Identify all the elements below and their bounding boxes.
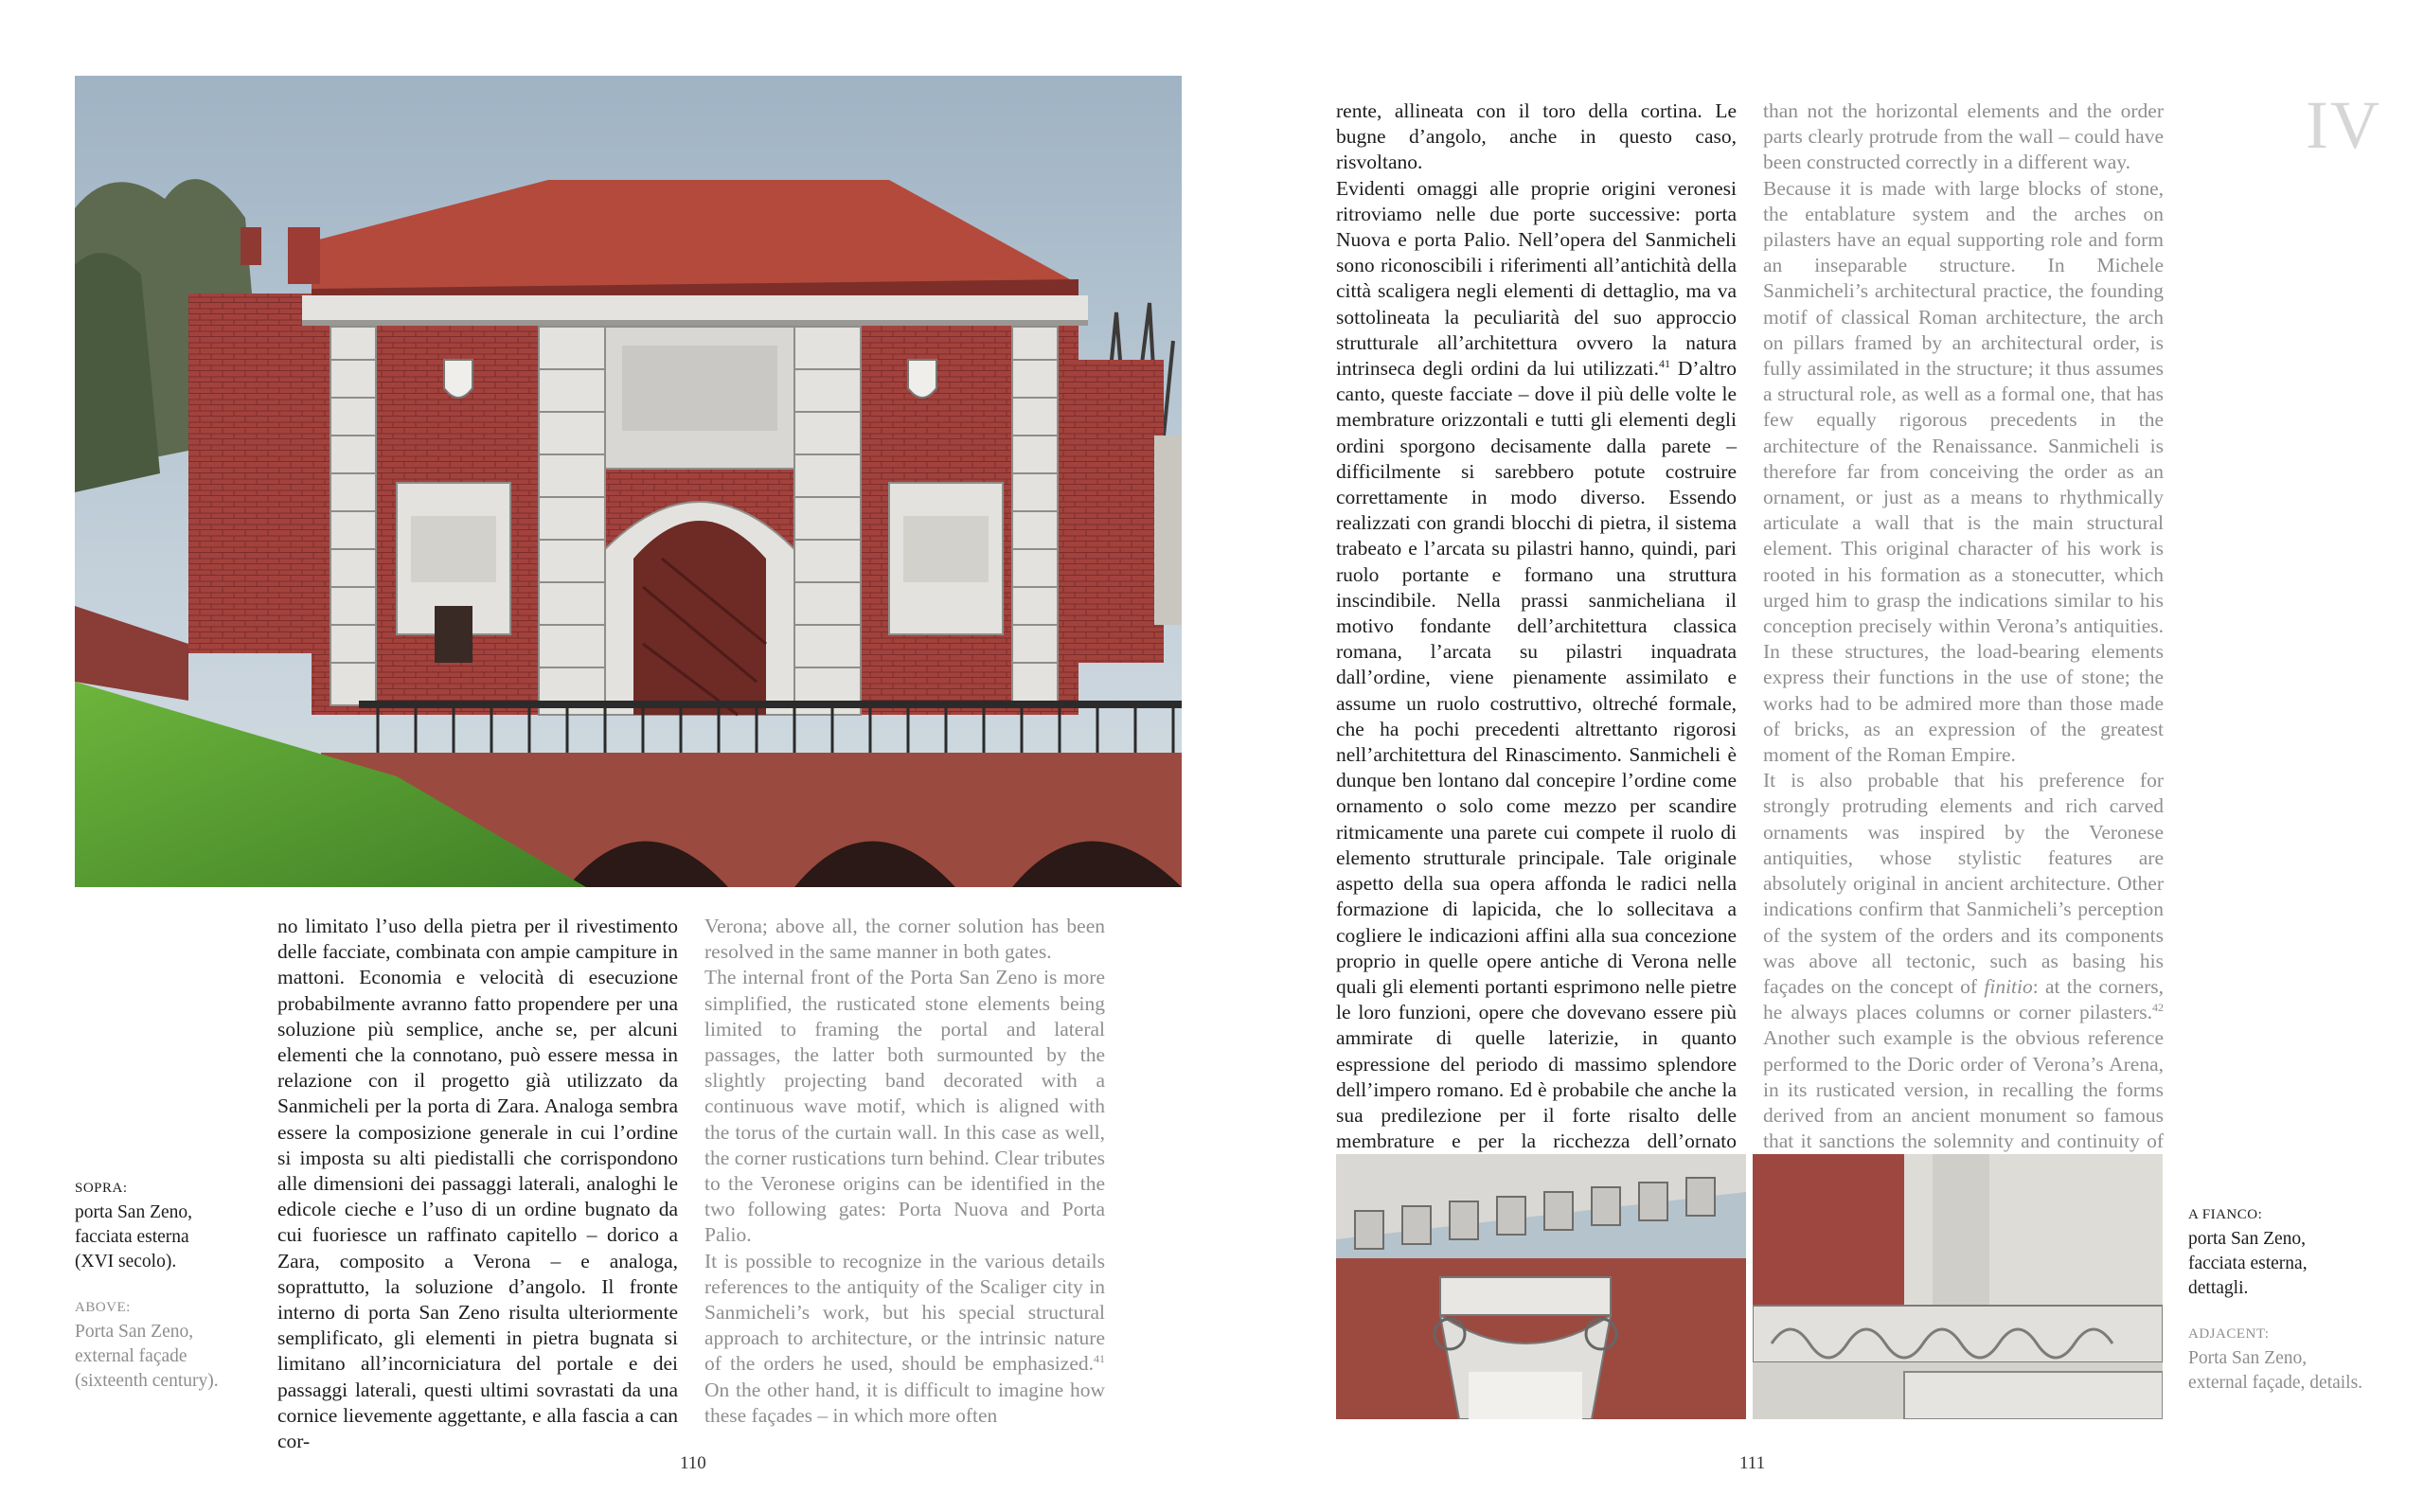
- caption-label-it: A FIANCO:: [2188, 1207, 2263, 1222]
- porta-san-zeno-photo: [75, 76, 1182, 887]
- paragraph: than not the horizontal elements and the order parts clearly protrude from the wall – could have been constructed correctly in a different way.: [1763, 99, 2164, 174]
- right-italian-column: [1336, 98, 1737, 1232]
- paragraph: It is possible to recognize in the various details references to the antiquity of the Scaliger city in Sanmicheli’s work, but his special structural approach to architecture, or the intrinsic nature of the orders he used, should be emphasized.$^{41}$ On the other hand, it is difficult to imagine how these façades – in which more often: [704, 1249, 1105, 1427]
- caption-line: facciata esterna,: [2188, 1254, 2308, 1273]
- paragraph: rente, allineata con il toro della cortina. Le bugne d’angolo, anche in questo caso, risvoltano.: [1336, 99, 1737, 174]
- paragraph: It is also probable that his preference for strongly protruding elements and rich carved ornaments was inspired by the Veronese antiquities, whose stylistic features are absolutely original in ancient architecture. Other indications confirm that Sanmicheli’s perception of the system of the orders and its components was above all tectonic, such as basing his façades on the concept of finitio: at the corners, he always places columns or corner pilasters.$^{42}$ Another such example is the obvious reference performed to the Doric order of Verona’s Arena, in its rusticated version, in recalling the forms derived from an ancient monument so famous that it sanctions the solemnity and continuity of: [1763, 769, 2164, 1153]
- paragraph: no limitato l’uso della pietra per il rivestimento delle facciate, combinata con ampie campiture in mattoni. Economia e velocità di esecuzione probabilmente avranno fatto propendere per una soluzione più semplice, anche se, per alcuni elementi che la connotano, può essere messa in relazione con il progetto già utilizzato da Sanmicheli per la porta di Zara. Analoga sembra essere la composizione generale in cui l’ordine si imposta su alti piedistalli che corrispondono alle dimensioni dei passaggi laterali, analoghi le edicole cieche e l’uso di un ordine bugnato da cui fuoriesce un raffinato capitello – dorico a Zara, composito a Verona – e analoga, soprattutto, la soluzione d’angolo. Il fronte interno di porta San Zeno risulta ulteriormente semplificato, gli elementi in pietra bugnata si limitano all’incorniciatura del portale e dei passaggi laterali, questi ultimi sovrastati da una cornice lievemente aggettante, e alla fascia a can cor-: [277, 915, 678, 1453]
- caption-line: Porta San Zeno,: [2188, 1348, 2308, 1368]
- left-italian-column: [277, 914, 678, 1454]
- caption-line: (sixteenth century).: [75, 1371, 219, 1391]
- footnote-ref: 41: [1659, 356, 1670, 370]
- caption-label-en: ADJACENT:: [2188, 1326, 2270, 1342]
- caption-label-en: ABOVE:: [75, 1300, 131, 1315]
- chapter-numeral: IV: [2306, 87, 2381, 163]
- footnote-ref: 41: [1094, 1352, 1105, 1366]
- caption-label-it: SOPRA:: [75, 1181, 128, 1196]
- page-number-left: 110: [680, 1453, 706, 1473]
- caption-line: facciata esterna: [75, 1227, 189, 1247]
- caption-line: external façade: [75, 1346, 187, 1366]
- paragraph: The internal front of the Porta San Zeno is more simplified, the rusticated stone elements being limited to framing the portal and lateral passages, the latter both surmounted by the slightly projecting band decorated with a continuous wave motif, which is aligned with the torus of the curtain wall. In this case as well, the corner rustications turn behind. Clear tributes to the Veronese origins can be identified in the two following gates: Porta Nuova and Porta Palio.: [704, 966, 1105, 1247]
- caption-adjacent: [2188, 1202, 2406, 1396]
- footnote-ref: 42: [2152, 1000, 2164, 1014]
- paragraph: Evidenti omaggi alle proprie origini veronesi ritroviamo nelle due porte successive: porta Nuova e porta Palio. Nell’opera del Sanmicheli sono riconoscibili i riferimenti all’antichità della città scaligera negli elementi di dettaglio, ma va sottolineata la peculiarità del suo approccio strutturale all’architettura ovvero la natura intrinseca degli ordini da lui utilizzati.$^{41}$ D’altro canto, queste facciate – dove il più delle volte le membrature orizzontali e tutti gli elementi degli ordini sporgono decisamente dalla parete – difficilmente si sarebbero potute costruire correttamente in modo diverso. Essendo realizzati con grandi blocchi di pietra, il sistema trabeato e l’arcata su pilastri hanno, quindi, pari ruolo portante e formano una struttura inscindibile. Nella prassi sanmicheliana il motivo fondante dell’architettura classica romana, l’arcata su pilastri inquadrata dall’ordine, viene pienamente assimilato e assume un ruolo costruttivo, oltreché formale, che ha pochi precedenti altrettanto rigorosi nell’architettura del Rinascimento. Sanmicheli è dunque ben lontano dal concepire l’ordine come ornamento o solo come mezzo per scandire ritmicamente una parete cui compete il ruolo di elemento strutturale principale. Tale originale aspetto della sua opera affonda le radici nella formazione di lapicida, che lo sollecitava a cogliere le indicazioni affini alla sua concezione proprio in quelle opere antiche di Verona nelle quali gli elementi portanti esprimono nelle pietre le loro funzioni, opere che dovevano essere più ammirate di quelle laterizie, in quanto espressione del periodo di massimo splendore dell’impero romano. Ed è probabile che anche la sua predilezione per il forte risalto delle membrature e per la ricchezza dell’ornato: [1336, 176, 1737, 1153]
- caption-above: [75, 1176, 264, 1394]
- detail-photo-capital: [1336, 1154, 1746, 1419]
- caption-line: (XVI secolo).: [75, 1252, 177, 1272]
- caption-line: Porta San Zeno,: [75, 1322, 194, 1342]
- caption-line: dettagli.: [2188, 1278, 2249, 1298]
- paragraph: Verona; above all, the corner solution has been resolved in the same manner in both gates.: [704, 915, 1105, 964]
- caption-line: porta San Zeno,: [2188, 1229, 2307, 1249]
- paragraph: Because it is made with large blocks of stone, the entablature system and the arches on pilasters have an equal supporting role and form an inseparable structure. In Michele Sanmicheli’s architectural practice, the founding motif of classical Roman architecture, the arch on pillars framed by an architectural order, is fully assimilated in the structure; it thus assumes a structural role, as well as a formal one, that has few equally rigorous precedents in the architecture of the Renaissance. Sanmicheli is therefore far from conceiving the order as an ornament, or just as a means to rhythmically articulate a wall that is the main structural element. This original character of his work is rooted in his formation as a stonecutter, which urged him to grasp the indications similar to his conception precisely within Verona’s antiquities. In these structures, the load-bearing elements express their functions in the use of stone; the works had to be admired more than those made of bricks, as an expression of the greatest moment of the Roman Empire.: [1763, 176, 2164, 767]
- caption-line: external façade, details.: [2188, 1373, 2363, 1393]
- page-number-right: 111: [1739, 1453, 1766, 1473]
- left-english-column: [704, 914, 1105, 1429]
- caption-line: porta San Zeno,: [75, 1202, 193, 1222]
- right-english-column: [1763, 98, 2164, 1181]
- detail-photo-wave-motif: [1753, 1154, 2163, 1419]
